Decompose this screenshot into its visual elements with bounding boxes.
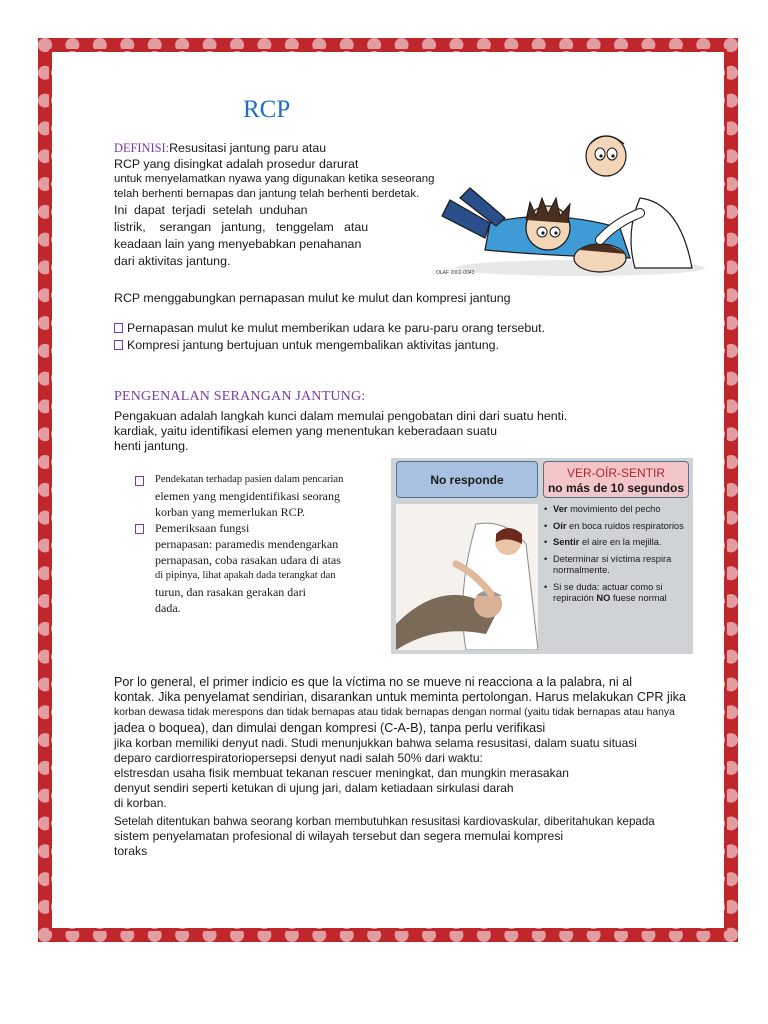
checklist-item: • Determinar si víctima respira normalmente.	[543, 554, 689, 577]
definition-label: DEFINISI:	[114, 141, 170, 155]
final-line: sistem penyelamatan profesional di wilayah tersebut dan segera memulai kompresi	[114, 829, 564, 843]
checklist-item: • Sentir el aire en la mejilla.	[543, 537, 689, 549]
definition-line: telah berhenti bernapas dan jantung telah berhenti berdetak.	[114, 188, 420, 200]
definition-block	[114, 140, 474, 270]
panel-header-line: no más de 10 segundos	[547, 481, 685, 495]
square-bullet-icon	[114, 323, 123, 333]
bullet-line: Pemeriksaan fungsi	[155, 521, 250, 535]
list-item-text: Kompresi jantung bertujuan untuk mengembalikan aktivitas jantung.	[127, 338, 499, 352]
assessment-bullets	[135, 472, 375, 616]
body-line: di korban.	[114, 796, 167, 810]
definition-line: Resusitasi jantung paru atau	[169, 141, 327, 155]
assessment-image-panel	[391, 458, 693, 654]
bullet-line: korban yang memerlukan RCP.	[155, 505, 305, 519]
intro-line: kardiak, yaitu identifikasi elemen yang menentukan keberadaan suatu	[114, 424, 497, 438]
bullet-line: pernapasan, coba rasakan udara di atas	[155, 553, 341, 567]
see-hear-feel-checklist	[543, 504, 689, 650]
body-line: jadea o boquea), dan dimulai dengan kompresi (C-A-B), tanpa perlu verifikasi	[114, 721, 546, 735]
intro-line: Pengakuan adalah langkah kunci dalam memulai pengobatan dini dari suatu henti.	[114, 409, 568, 423]
definition-line: listrik, serangan jantung, tenggelam atau	[114, 220, 369, 234]
bullet-line: elemen yang mengidentifikasi seorang	[155, 489, 340, 503]
checklist-item: • Ver movimiento del pecho	[543, 504, 689, 516]
list-item	[135, 520, 375, 616]
definition-line: dari aktivitas jantung.	[114, 254, 231, 268]
list-item-text: Pernapasan mulut ke mulut memberikan udara ke paru-paru orang tersebut.	[127, 321, 546, 335]
square-bullet-icon	[135, 524, 144, 534]
cartoon-caption: OLAF 2002-0043	[436, 270, 475, 276]
combine-bullet-list	[114, 320, 545, 354]
bullet-line: Pendekatan terhadap pasien dalam pencarian	[155, 474, 344, 485]
body-paragraph	[114, 675, 714, 811]
final-line: toraks	[114, 844, 148, 858]
final-paragraph	[114, 814, 714, 859]
definition-line: untuk menyelamatkan nyawa yang digunakan ketika seseorang	[114, 173, 435, 185]
page-title: RCP	[243, 96, 291, 123]
body-line: jika korban memiliki denyut nadi. Studi menunjukkan bahwa selama resusitasi, dalam suatu situasi	[114, 736, 637, 750]
final-line: Setelah ditentukan bahwa seorang korban membutuhkan resusitasi kardiovaskular, diberitahukan kepada	[114, 815, 655, 828]
body-line: denyut sendiri seperti ketukan di ujung jari, dalam ketiadaan sirkulasi darah	[114, 781, 514, 795]
body-line: korban dewasa tidak merespons dan tidak bernapas atau tidak bernapas dengan normal (yaitu tidak bernapas atau hanya	[114, 707, 675, 718]
checklist-item: • Si se duda: actuar como si repiración NO fuese normal	[543, 582, 689, 605]
combine-text: RCP menggabungkan pernapasan mulut ke mulut dan kompresi jantung	[114, 291, 511, 305]
body-line: Por lo general, el primer indicio es que la víctima no se mueve ni reacciona a la palabra, ni al	[114, 675, 633, 689]
breathing-check-photo	[396, 504, 538, 650]
list-item	[135, 472, 375, 520]
list-item	[114, 337, 545, 354]
panel-header-line: VER-OÍR-SENTIR	[566, 466, 665, 480]
panel-header-see-hear-feel	[543, 461, 689, 498]
definition-line: keadaan lain yang menyebabkan penahanan	[114, 237, 362, 251]
bullet-line: di pipinya, lihat apakah dada terangkat dan	[155, 570, 336, 581]
panel-header-no-response: No responde	[396, 461, 538, 498]
definition-line: Ini dapat terjadi setelah unduhan	[114, 203, 308, 217]
body-line: elstresdan usaha fisik membuat tekanan rescuer meningkat, dan mungkin merasakan	[114, 766, 569, 780]
body-line: deparo cardiorrespiratoriopersepsi denyut nadi salah 50% dari waktu:	[114, 751, 483, 765]
square-bullet-icon	[114, 340, 123, 350]
bullet-line: turun, dan rasakan gerakan dari	[155, 585, 306, 599]
intro-line: henti jantung.	[114, 439, 189, 453]
bullet-line: pernapasan: paramedis mendengarkan	[155, 537, 339, 551]
checklist-item: • Oír en boca ruidos respiratorios	[543, 521, 689, 533]
section-heading: PENGENALAN SERANGAN JANTUNG:	[114, 389, 366, 404]
definition-line: RCP yang disingkat adalah prosedur darurat	[114, 157, 359, 171]
body-line: kontak. Jika penyelamat sendirian, disarankan untuk meminta pertolongan. Harus melakukan CPR jika	[114, 690, 686, 704]
bullet-line: dada.	[155, 601, 181, 615]
cpr-cartoon-illustration	[430, 128, 705, 278]
square-bullet-icon	[135, 476, 144, 486]
section-intro	[114, 409, 567, 454]
list-item	[114, 320, 545, 337]
